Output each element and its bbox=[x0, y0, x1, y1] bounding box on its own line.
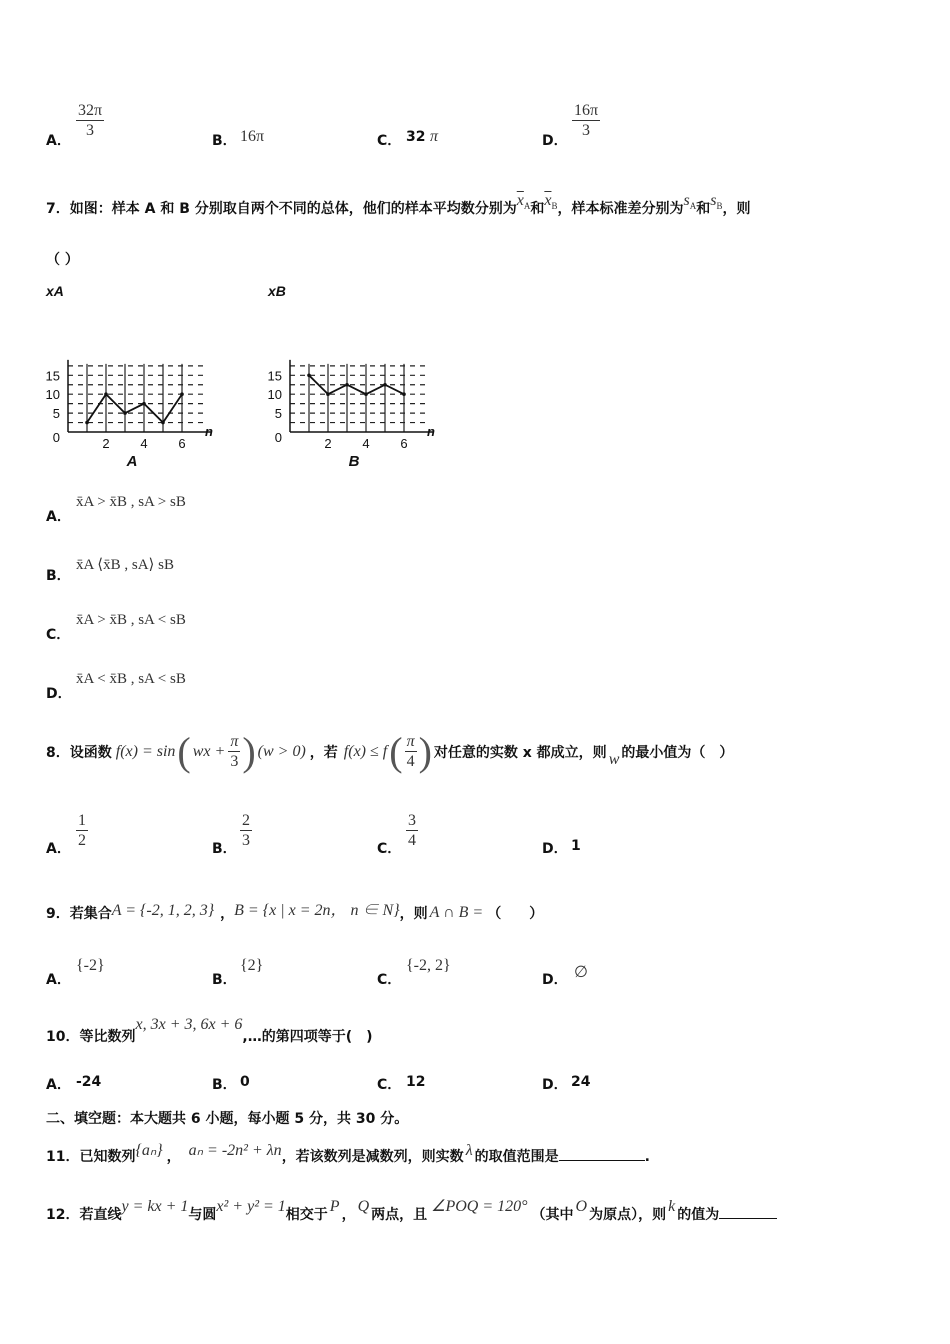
q11-stem-c: 的取值范围是 bbox=[474, 1149, 559, 1165]
q10-option-d-label: D． bbox=[542, 1077, 568, 1093]
q8-stem-b: 对任意的实数 x 都成立，则 bbox=[433, 745, 607, 761]
q7-answer-paren: （ ） bbox=[46, 252, 79, 268]
q8-paren-close: ) bbox=[242, 729, 256, 774]
chart-a-data-point bbox=[180, 392, 184, 396]
q6-option-a-num: 32π bbox=[78, 102, 103, 119]
q12-comma: ， bbox=[341, 1207, 356, 1223]
q8-paren2-close: ) bbox=[418, 729, 432, 774]
q7-sd-b: s bbox=[710, 192, 717, 209]
q12-stem-a: 12．若直线 bbox=[46, 1207, 122, 1223]
q8-option-b-label: B． bbox=[212, 841, 237, 857]
q11-comma: ， bbox=[166, 1149, 181, 1165]
chart-b-x-tick: 4 bbox=[362, 436, 370, 451]
chart-a-y-tick: 5 bbox=[52, 406, 60, 422]
q8-option-b-fraction bbox=[240, 812, 252, 850]
chart-a-caption: A bbox=[126, 453, 138, 470]
chart-b-data-point bbox=[345, 383, 349, 387]
q12-stem-b: 与圆 bbox=[188, 1207, 217, 1223]
chart-b-x-label: n bbox=[427, 424, 435, 439]
q8-stem-a: 8．设函数 bbox=[46, 745, 112, 761]
section-2-heading: 二、填空题：本大题共 6 小题，每小题 5 分，共 30 分。 bbox=[46, 1111, 409, 1127]
q7-stem bbox=[46, 192, 751, 219]
q7-mean-a-sub: A bbox=[523, 200, 531, 211]
q8-pi-over-4 bbox=[405, 733, 417, 771]
q9-option-d-value: ∅ bbox=[574, 964, 588, 981]
q9-comma: ， bbox=[220, 906, 235, 922]
q6-option-a-fraction bbox=[76, 102, 104, 140]
q12-stem-e: （其中 bbox=[531, 1207, 574, 1223]
chart-b-x-tick: 6 bbox=[400, 436, 408, 451]
chart-a-x-tick: 4 bbox=[140, 436, 148, 451]
q9-stem-b: ，则 bbox=[399, 906, 428, 922]
q8-option-c-label: C． bbox=[377, 841, 402, 857]
q8-w: w bbox=[608, 751, 620, 768]
q9-stem-a: 9．若集合 bbox=[46, 906, 112, 922]
q7-option-a-expr: x̄A > x̄B , sA > sB bbox=[76, 494, 186, 510]
chart-b bbox=[262, 280, 462, 470]
q8-pi-num-2: π bbox=[406, 733, 415, 750]
chart-a-data-point bbox=[123, 411, 127, 415]
q12-circle: x² + y² = 1 bbox=[216, 1198, 286, 1215]
q10-option-d-value: 24 bbox=[571, 1074, 591, 1090]
q11-end: . bbox=[644, 1149, 650, 1165]
q7-option-d-label: D． bbox=[46, 686, 72, 702]
chart-a-data-point bbox=[142, 402, 146, 406]
q10-option-c-value: 12 bbox=[406, 1074, 426, 1090]
q8-option-a-label: A． bbox=[46, 841, 71, 857]
q6-option-c-pi: π bbox=[429, 128, 438, 145]
q11-sequence: {aₙ} bbox=[135, 1142, 163, 1159]
q10-option-b-value: 0 bbox=[240, 1074, 250, 1090]
chart-a-y-tick: 10 bbox=[45, 387, 60, 403]
q8-option-c-den: 4 bbox=[408, 832, 416, 849]
q12-stem-d: 两点，且 bbox=[371, 1207, 428, 1223]
q12-stem-c: 相交于 bbox=[285, 1207, 328, 1223]
q8-paren-open: ( bbox=[177, 729, 191, 774]
q12-answer-blank[interactable] bbox=[719, 1218, 777, 1219]
chart-b-y-tick: 5 bbox=[274, 406, 282, 422]
chart-b-y-tick: 15 bbox=[267, 368, 282, 384]
q8-inner: wx + bbox=[192, 743, 226, 760]
q9-stem bbox=[46, 900, 543, 923]
q7-mean-a: $\overline{x}$ bbox=[516, 192, 524, 209]
q12-stem-g: 的值为 bbox=[677, 1207, 720, 1223]
q10-option-a-label: A． bbox=[46, 1077, 71, 1093]
q8-four-den: 4 bbox=[406, 753, 415, 770]
q11-answer-blank[interactable] bbox=[559, 1160, 645, 1161]
chart-a-data-point bbox=[104, 392, 108, 396]
q9-set-b: B = {x | x = 2n， n ∈ N} bbox=[234, 902, 400, 919]
q9-option-a-value: {-2} bbox=[76, 957, 105, 974]
q7-mean-b-sub: B bbox=[551, 200, 558, 211]
chart-b-data-point bbox=[402, 392, 406, 396]
q10-stem-b: ,…的第四项等于( ) bbox=[242, 1029, 373, 1045]
chart-a-y-tick: 15 bbox=[45, 368, 60, 384]
q8-option-b-num: 2 bbox=[242, 812, 250, 829]
q8-option-c-fraction bbox=[406, 812, 418, 850]
q8-option-d-label: D． bbox=[542, 841, 568, 857]
q8-option-a-fraction bbox=[76, 812, 88, 850]
chart-a-x-label: n bbox=[205, 424, 213, 439]
q7-sd-a: s bbox=[683, 192, 690, 209]
chart-b-y-tick: 10 bbox=[267, 387, 282, 403]
q12-angle: ∠POQ = 120° bbox=[431, 1198, 528, 1215]
q7-sd-b-sub: B bbox=[716, 200, 723, 211]
q8-pi-num: π bbox=[230, 733, 239, 750]
q8-option-b-den: 3 bbox=[242, 832, 250, 849]
q8-option-a-den: 2 bbox=[78, 832, 86, 849]
chart-a-data-point bbox=[161, 421, 165, 425]
chart-a-x-tick: 6 bbox=[178, 436, 186, 451]
chart-a-data-point bbox=[85, 421, 89, 425]
q12-stem bbox=[46, 1196, 777, 1223]
q7-he-2: 和 bbox=[696, 201, 711, 217]
q11-stem bbox=[46, 1140, 650, 1165]
q7-stem-a: 7．如图：样本 A 和 B 分别取自两个不同的总体，他们的样本平均数分别为 bbox=[46, 201, 517, 217]
q12-point-p: P bbox=[329, 1198, 340, 1215]
q8-condition: (w > 0) bbox=[257, 743, 306, 760]
q8-inequality: f(x) ≤ f bbox=[343, 743, 388, 760]
chart-a-series-line bbox=[87, 394, 182, 422]
q11-lambda: λ bbox=[465, 1142, 473, 1159]
q7-option-c-label: C． bbox=[46, 627, 71, 643]
chart-b-caption: B bbox=[348, 453, 360, 470]
q12-stem-f: 为原点），则 bbox=[589, 1207, 667, 1223]
q6-option-d-den: 3 bbox=[582, 122, 591, 139]
q8-pi-over-3 bbox=[228, 733, 240, 771]
q9-option-c-label: C． bbox=[377, 972, 402, 988]
chart-b-y-label: xB bbox=[268, 283, 286, 299]
q11-stem-a: 11．已知数列 bbox=[46, 1149, 136, 1165]
chart-b-y-tick: 0 bbox=[274, 430, 282, 445]
q9-option-d-label: D． bbox=[542, 972, 568, 988]
q10-option-c-label: C． bbox=[377, 1077, 402, 1093]
q6-option-a-label: A． bbox=[46, 133, 71, 149]
q6-option-d-label: D． bbox=[542, 133, 568, 149]
chart-a-y-label: xA bbox=[46, 283, 64, 299]
chart-a-y-tick: 0 bbox=[52, 430, 60, 445]
q8-three-den: 3 bbox=[230, 753, 239, 770]
q8-option-c-num: 3 bbox=[408, 812, 416, 829]
q6-option-d-num: 16π bbox=[574, 102, 599, 119]
q10-stem-a: 10．等比数列 bbox=[46, 1029, 136, 1045]
q8-stem-c: 的最小值为（ ） bbox=[621, 745, 734, 761]
q9-set-a: A = {-2, 1, 2, 3} bbox=[111, 902, 215, 919]
q7-option-d-expr: x̄A < x̄B , sA < sB bbox=[76, 671, 186, 687]
q11-formula: aₙ = -2n² + λn bbox=[188, 1142, 282, 1159]
q6-option-b-value: 16π bbox=[240, 128, 265, 145]
q7-sd-a-sub: A bbox=[689, 200, 697, 211]
q9-intersection: A ∩ B = bbox=[429, 904, 484, 921]
chart-b-x-tick: 2 bbox=[324, 436, 332, 451]
q7-stem-b: ，样本标准差分别为 bbox=[557, 201, 684, 217]
q10-sequence: x, 3x + 3, 6x + 6 bbox=[135, 1016, 243, 1033]
q7-mean-b: $\overline{x}$ bbox=[544, 192, 552, 209]
q6-option-c-number: 32 bbox=[406, 129, 426, 145]
q8-function: f(x) = sin bbox=[115, 743, 176, 760]
q6-option-b-label: B． bbox=[212, 133, 237, 149]
q6-option-c-value bbox=[406, 128, 438, 146]
q7-stem-c: ，则 bbox=[722, 201, 751, 217]
q12-origin: O bbox=[575, 1198, 588, 1215]
q9-option-a-label: A． bbox=[46, 972, 71, 988]
chart-a-x-tick: 2 bbox=[102, 436, 110, 451]
q7-option-b-expr: x̄A ⟨x̄B , sA⟩ sB bbox=[76, 557, 174, 573]
q12-point-q: Q bbox=[357, 1198, 370, 1215]
q8-paren2-open: ( bbox=[389, 729, 403, 774]
q6-option-c-label: C． bbox=[377, 133, 402, 149]
q8-ruo: ，若 bbox=[309, 745, 338, 761]
chart-b-data-point bbox=[326, 392, 330, 396]
q7-option-b-label: B． bbox=[46, 568, 71, 584]
q10-option-b-label: B． bbox=[212, 1077, 237, 1093]
q9-option-c-value: {-2, 2} bbox=[406, 957, 451, 974]
q9-option-b-value: {2} bbox=[240, 957, 264, 974]
q9-paren: （ ） bbox=[487, 906, 544, 922]
q7-option-c-expr: x̄A > x̄B , sA < sB bbox=[76, 612, 186, 628]
chart-a bbox=[40, 280, 240, 470]
q11-stem-b: ，若该数列是减数列，则实数 bbox=[281, 1149, 464, 1165]
chart-b-data-point bbox=[307, 374, 311, 378]
chart-b-data-point bbox=[364, 392, 368, 396]
q8-stem bbox=[46, 728, 733, 776]
q6-option-d-fraction bbox=[572, 102, 600, 140]
q8-option-d-value: 1 bbox=[571, 838, 581, 854]
q12-line: y = kx + 1 bbox=[121, 1198, 189, 1215]
q6-option-a-den: 3 bbox=[86, 122, 95, 139]
q8-option-a-num: 1 bbox=[78, 812, 86, 829]
q7-he-1: 和 bbox=[530, 201, 545, 217]
q10-stem bbox=[46, 1014, 373, 1045]
q9-option-b-label: B． bbox=[212, 972, 237, 988]
q7-option-a-label: A． bbox=[46, 509, 71, 525]
q12-k: k bbox=[668, 1198, 676, 1215]
q10-option-a-value: -24 bbox=[76, 1074, 102, 1090]
chart-b-data-point bbox=[383, 383, 387, 387]
